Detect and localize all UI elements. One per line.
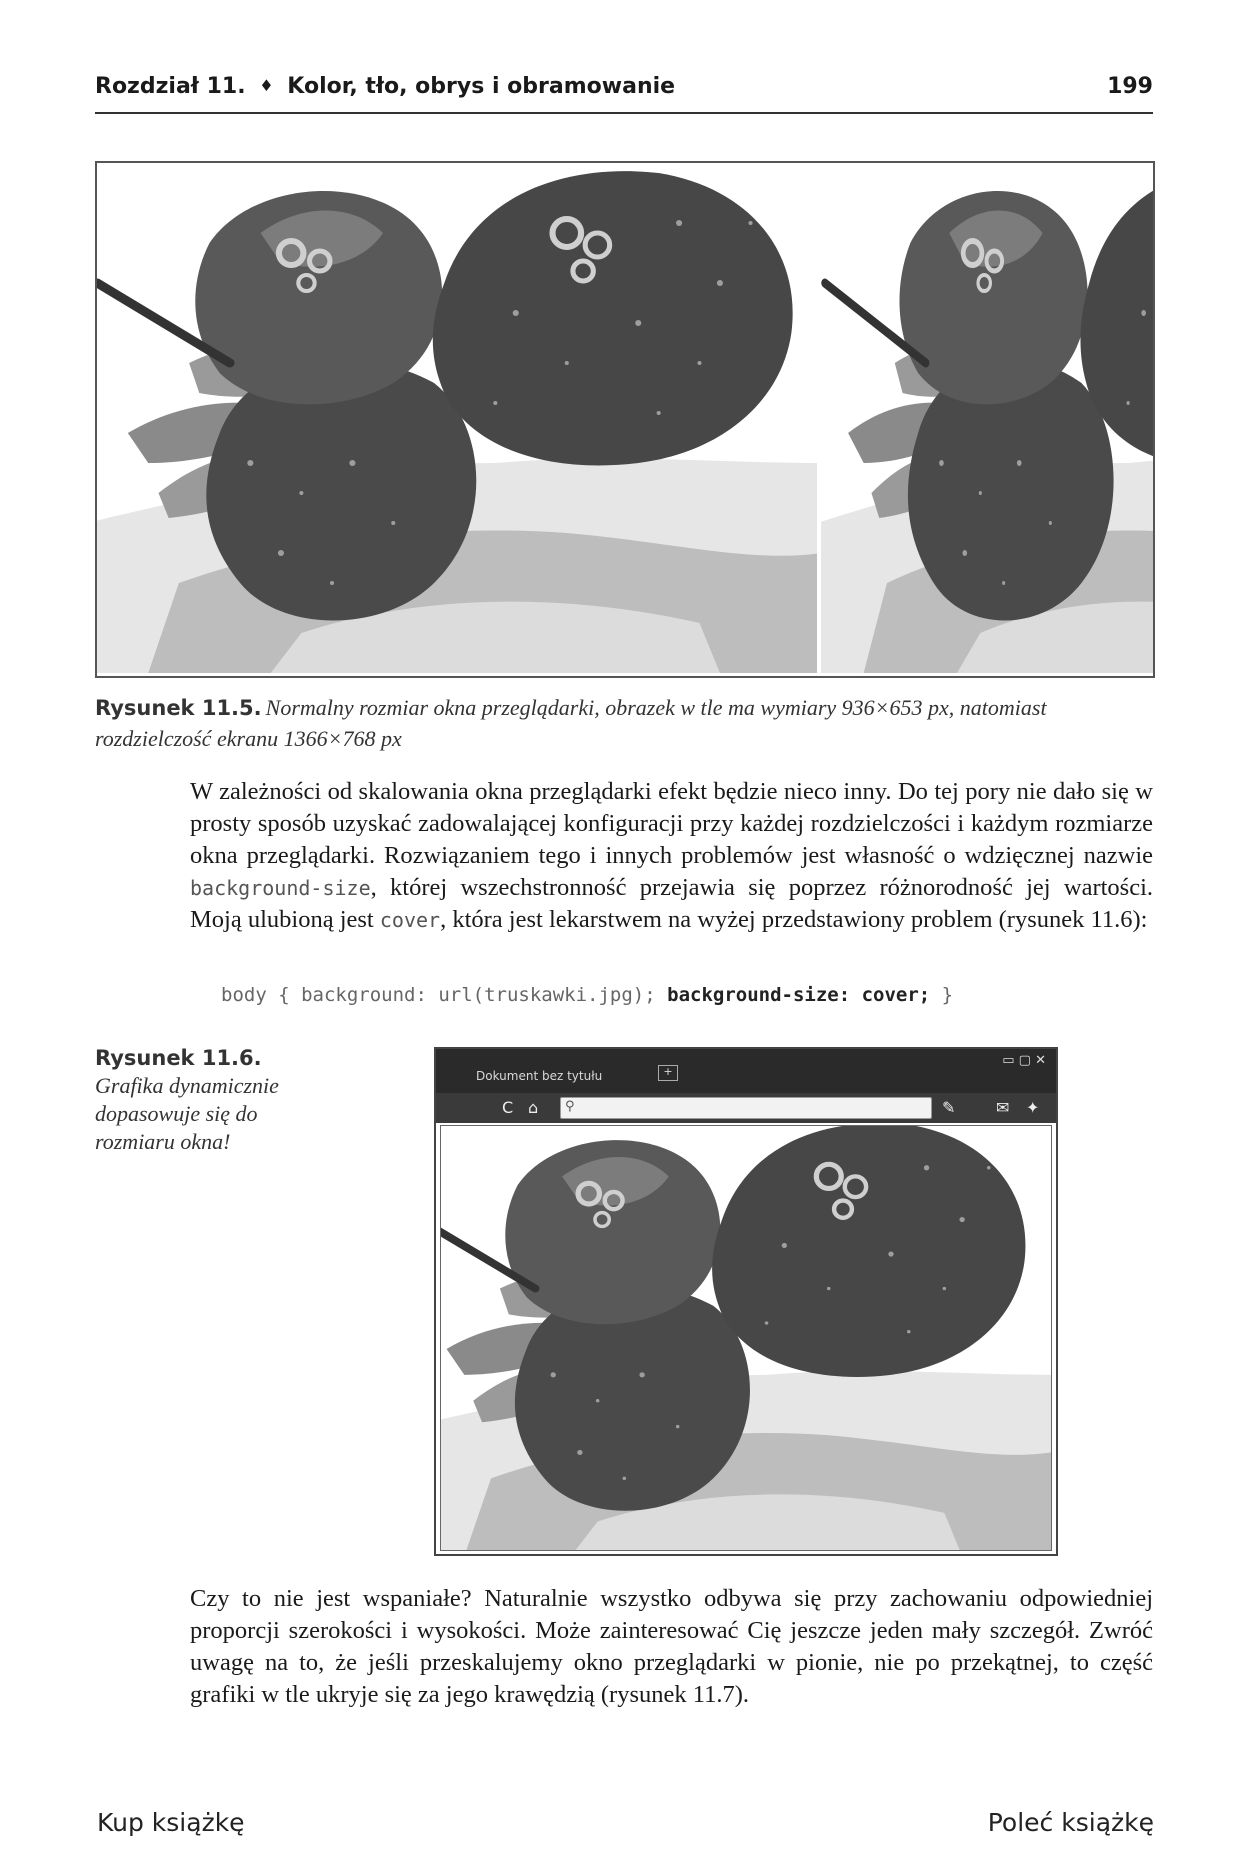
code-sample — [221, 984, 953, 1006]
chapter-title: Kolor, tło, obrys i obramowanie — [287, 74, 676, 99]
chapter-number: Rozdział 11. — [95, 74, 246, 99]
address-bar — [560, 1097, 932, 1119]
running-header — [95, 74, 1153, 114]
figure-11-5-caption — [95, 694, 1155, 756]
home-icon: ⌂ — [528, 1098, 539, 1117]
text-run: W zależności od skalowania okna przeglądarki efekt będzie nieco inny. Do tej pory nie dało się w prosty sposób uzyskać zadowalającej konfiguracji przy każdej rozdzielczości i każdym rozmiarze okna przeglądarki. Rozwiązaniem tego i innych problemów jest własność o wdzięcznej nazwie — [190, 778, 1153, 869]
window-controls-icon: ▭ ▢ ✕ — [1002, 1053, 1046, 1068]
body-paragraph-2: Czy to nie jest wspaniałe? Naturalnie wszystko odbywa się przy zachowaniu odpowiedniej proporcji szerokości i wysokości. Może zainteresować Cię jeszcze jeden mały szczegół. Zwróć uwagę na to, że jeśli przeskalujemy okno przeglądarki w pionie, nie po przekątnej, to część grafiki w tle ukryje się za jego krawędzią (rysunek 11.7). — [190, 1585, 1153, 1708]
recommend-book-link[interactable]: Poleć książkę — [987, 1808, 1154, 1837]
chapter-heading — [95, 74, 675, 99]
text-run: , której wszechstronność przejawia się poprzez różnorodność jej wartości. Moją ulubioną jest — [190, 874, 1153, 933]
browser-toolbar — [436, 1093, 1056, 1123]
code-part-highlight: background-size: cover; — [667, 984, 931, 1006]
browser-title-bar — [436, 1049, 1056, 1093]
reload-icon: C — [502, 1098, 514, 1117]
browser-tab-title: Dokument bez tytułu — [476, 1069, 603, 1083]
page-number: 199 — [1107, 74, 1153, 99]
buy-book-link[interactable]: Kup książkę — [97, 1808, 245, 1837]
new-tab-icon: + — [658, 1065, 678, 1081]
text-run: , która jest lekarstwem na wyżej przedstawiony problem (rysunek 11.6): — [440, 906, 1148, 933]
figure-caption-text: Grafika dynamicznie dopasowuje się do rozmiaru okna! — [95, 1073, 279, 1154]
figure-11-5-image — [95, 161, 1155, 678]
figure-11-6-caption — [95, 1044, 335, 1156]
figure-label: Rysunek 11.6. — [95, 1046, 262, 1070]
figure-caption-text: Normalny rozmiar okna przeglądarki, obrazek w tle ma wymiary 936×653 px, natomiast rozdzielczość ekranu 1366×768 px — [95, 695, 1047, 751]
inline-code-cover: cover — [379, 908, 441, 932]
code-part: body { background: url(truskawki.jpg); — [221, 984, 668, 1006]
diamond-icon: ♦ — [259, 76, 274, 95]
code-part: } — [930, 984, 954, 1006]
search-icon: ⚲ — [565, 1099, 575, 1114]
body-paragraph-1 — [190, 776, 1153, 936]
mail-icon: ✉ — [996, 1098, 1010, 1117]
cover-strawberry-background — [441, 1126, 1051, 1550]
pencil-icon: ✎ — [942, 1098, 956, 1117]
inline-code-background-size: background-size — [190, 876, 371, 900]
browser-viewport — [440, 1125, 1052, 1551]
tiled-strawberry-background — [97, 163, 1153, 676]
browser-window-screenshot — [434, 1047, 1058, 1556]
tools-icon: ✦ — [1026, 1098, 1040, 1117]
figure-label: Rysunek 11.5. — [95, 696, 262, 720]
